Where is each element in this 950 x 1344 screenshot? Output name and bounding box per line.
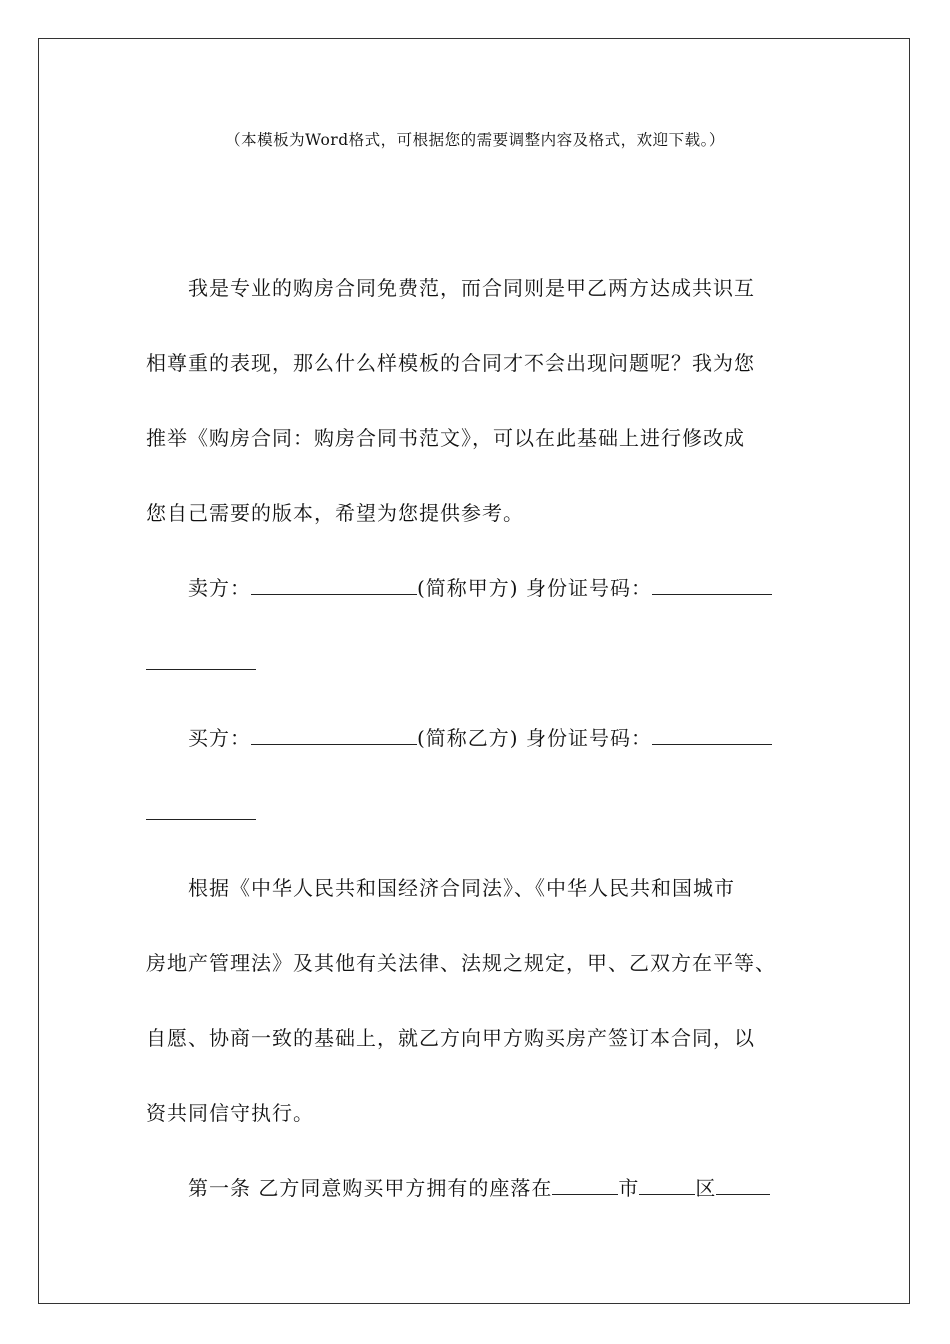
city-blank[interactable] bbox=[552, 1172, 618, 1195]
basis-line-4: 资共同信守执行。 bbox=[146, 1101, 314, 1125]
seller-id-blank[interactable] bbox=[652, 572, 772, 595]
basis-line-3: 自愿、协商一致的基础上，就乙方向甲方购买房产签订本合同，以 bbox=[146, 1026, 755, 1050]
buyer-alias: (简称乙方) bbox=[417, 726, 519, 750]
city-label: 市 bbox=[618, 1176, 640, 1200]
buyer-id-blank[interactable] bbox=[652, 722, 772, 745]
basis-line-2: 房地产管理法》及其他有关法律、法规之规定，甲、乙双方在平等、 bbox=[146, 951, 776, 975]
seller-line bbox=[146, 568, 806, 643]
buyer-id-blank-continued[interactable] bbox=[146, 797, 256, 820]
seller-id-blank-continued[interactable] bbox=[146, 647, 256, 670]
buyer-name-blank[interactable] bbox=[251, 722, 417, 745]
document-body bbox=[146, 268, 806, 1243]
seller-label: 卖方： bbox=[188, 576, 251, 600]
address-blank[interactable] bbox=[716, 1172, 770, 1195]
seller-id-label: 身份证号码： bbox=[525, 576, 652, 600]
seller-id-continued bbox=[146, 643, 806, 718]
buyer-line bbox=[146, 718, 806, 793]
buyer-label: 买方： bbox=[188, 726, 251, 750]
district-label: 区 bbox=[695, 1176, 717, 1200]
basis-line-1: 根据《中华人民共和国经济合同法》、《中华人民共和国城市 bbox=[188, 876, 735, 900]
buyer-id-continued bbox=[146, 793, 806, 868]
district-blank[interactable] bbox=[639, 1172, 695, 1195]
article-1-prefix: 第一条 乙方同意购买甲方拥有的座落在 bbox=[188, 1176, 553, 1200]
intro-line-2: 相尊重的表现，那么什么样模板的合同才不会出现问题呢？我为您 bbox=[146, 351, 755, 375]
seller-name-blank[interactable] bbox=[251, 572, 417, 595]
article-1-line bbox=[146, 1168, 806, 1243]
intro-line-3: 推举《购房合同：购房合同书范文》，可以在此基础上进行修改成 bbox=[146, 426, 745, 450]
seller-alias: (简称甲方) bbox=[417, 576, 519, 600]
intro-line-4: 您自己需要的版本，希望为您提供参考。 bbox=[146, 501, 524, 525]
intro-line-1: 我是专业的购房合同免费范，而合同则是甲乙两方达成共识互 bbox=[188, 276, 755, 300]
template-notice: （本模板为Word格式，可根据您的需要调整内容及格式，欢迎下载。） bbox=[225, 131, 725, 149]
buyer-id-label: 身份证号码： bbox=[525, 726, 652, 750]
